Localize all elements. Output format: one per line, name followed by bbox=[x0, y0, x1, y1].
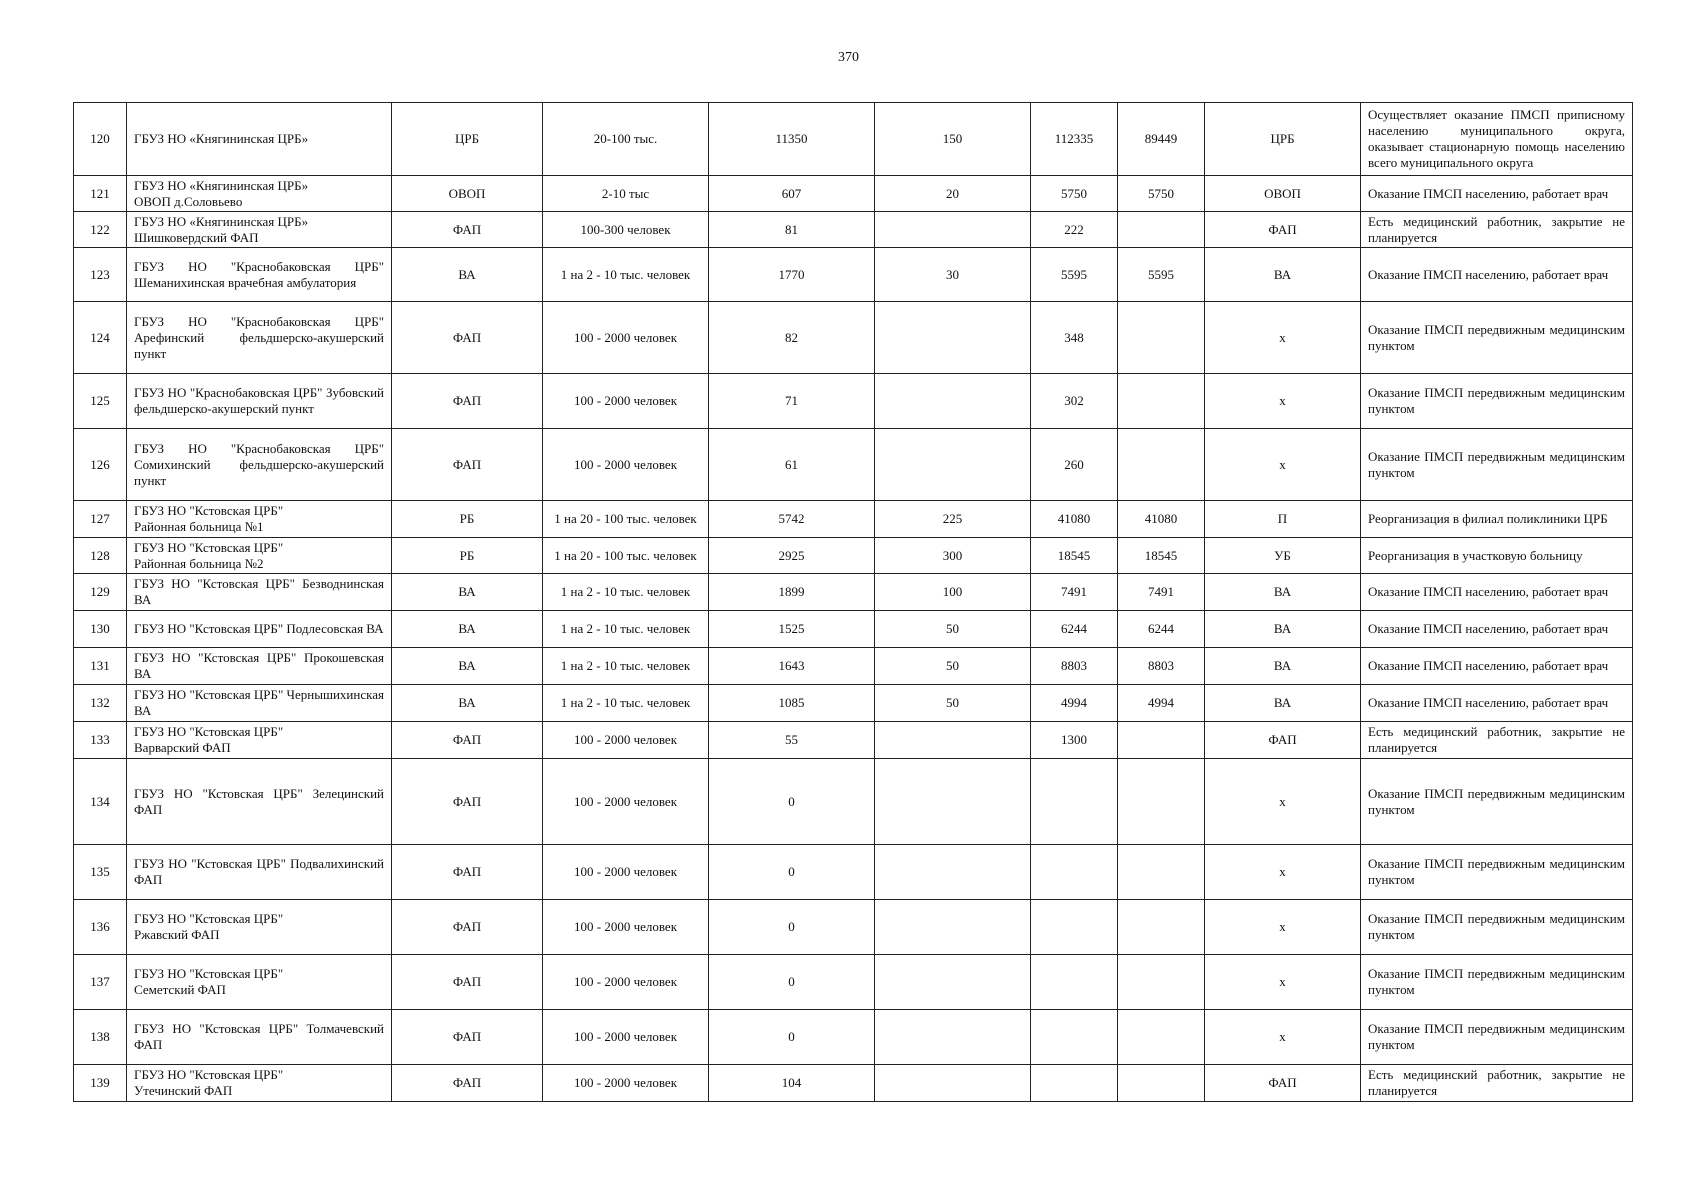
table-row bbox=[74, 212, 1633, 248]
facility-name-cell bbox=[127, 374, 392, 429]
value-1-cell: 260 bbox=[1031, 429, 1118, 501]
facility-name-line: ГБУЗ НО "Кстовская ЦРБ" bbox=[134, 911, 284, 926]
value-2-cell: 8803 bbox=[1118, 648, 1205, 685]
population-cell: 2925 bbox=[709, 538, 875, 574]
population-cell: 607 bbox=[709, 176, 875, 212]
facility-type-cell: ВА bbox=[392, 574, 543, 611]
population-cell: 81 bbox=[709, 212, 875, 248]
planned-type-cell: ЦРБ bbox=[1205, 103, 1361, 176]
table-body bbox=[74, 103, 1633, 1102]
facility-name-line: ГБУЗ НО "Краснобаковская ЦРБ" Шеманихинская врачебная амбулатория bbox=[134, 258, 384, 290]
note-cell: Оказание ПМСП передвижным медицинским пунктом bbox=[1361, 845, 1633, 900]
facility-name-line: ГБУЗ НО "Кстовская ЦРБ" Подлесовская ВА bbox=[134, 621, 384, 636]
note-cell: Реорганизация в участковую больницу bbox=[1361, 538, 1633, 574]
beds-cell bbox=[875, 759, 1031, 845]
facility-type-cell: ВА bbox=[392, 685, 543, 722]
planned-type-cell: х bbox=[1205, 955, 1361, 1010]
table-row bbox=[74, 845, 1633, 900]
row-number-cell: 125 bbox=[74, 374, 127, 429]
value-1-cell: 1300 bbox=[1031, 722, 1118, 759]
facility-name-cell bbox=[127, 248, 392, 302]
row-number-cell: 138 bbox=[74, 1010, 127, 1065]
facility-name-line: ГБУЗ НО "Кстовская ЦРБ" bbox=[134, 724, 284, 739]
facility-type-cell: РБ bbox=[392, 501, 543, 538]
facility-type-cell: ФАП bbox=[392, 722, 543, 759]
facility-name-line: Районная больница №1 bbox=[134, 519, 264, 534]
facility-type-cell: ВА bbox=[392, 248, 543, 302]
facility-type-cell: ФАП bbox=[392, 955, 543, 1010]
note-cell: Оказание ПМСП передвижным медицинским пунктом bbox=[1361, 759, 1633, 845]
population-range-cell: 20-100 тыс. bbox=[543, 103, 709, 176]
facility-type-cell: ОВОП bbox=[392, 176, 543, 212]
population-range-cell: 1 на 2 - 10 тыс. человек bbox=[543, 574, 709, 611]
population-cell: 104 bbox=[709, 1065, 875, 1102]
population-range-cell: 1 на 20 - 100 тыс. человек bbox=[543, 538, 709, 574]
value-1-cell: 5595 bbox=[1031, 248, 1118, 302]
table-row bbox=[74, 429, 1633, 501]
facility-name-cell bbox=[127, 1010, 392, 1065]
population-range-cell: 1 на 2 - 10 тыс. человек bbox=[543, 685, 709, 722]
beds-cell: 225 bbox=[875, 501, 1031, 538]
facility-name-line: ГБУЗ НО «Княгининская ЦРБ» bbox=[134, 213, 309, 229]
facility-name-cell bbox=[127, 685, 392, 722]
table-row bbox=[74, 955, 1633, 1010]
table-row bbox=[74, 611, 1633, 648]
row-number-cell: 124 bbox=[74, 302, 127, 374]
population-cell: 0 bbox=[709, 759, 875, 845]
population-range-cell: 100 - 2000 человек bbox=[543, 374, 709, 429]
population-range-cell: 100 - 2000 человек bbox=[543, 759, 709, 845]
value-1-cell bbox=[1031, 759, 1118, 845]
population-cell: 0 bbox=[709, 1010, 875, 1065]
value-2-cell: 4994 bbox=[1118, 685, 1205, 722]
value-1-cell: 18545 bbox=[1031, 538, 1118, 574]
note-cell: Оказание ПМСП населению, работает врач bbox=[1361, 248, 1633, 302]
planned-type-cell: П bbox=[1205, 501, 1361, 538]
row-number-cell: 133 bbox=[74, 722, 127, 759]
table-row bbox=[74, 685, 1633, 722]
facility-name-cell bbox=[127, 955, 392, 1010]
beds-cell bbox=[875, 302, 1031, 374]
planned-type-cell: ОВОП bbox=[1205, 176, 1361, 212]
facility-type-cell: ФАП bbox=[392, 212, 543, 248]
facility-name-line: Утечинский ФАП bbox=[134, 1083, 233, 1098]
population-cell: 0 bbox=[709, 845, 875, 900]
facility-name-cell bbox=[127, 538, 392, 574]
value-1-cell: 348 bbox=[1031, 302, 1118, 374]
planned-type-cell: ВА bbox=[1205, 648, 1361, 685]
value-2-cell bbox=[1118, 900, 1205, 955]
note-cell: Осуществляет оказание ПМСП приписному населению муниципального округа, оказывает стационарную помощь населению всего муниципального округа bbox=[1361, 103, 1633, 176]
facility-name-cell bbox=[127, 759, 392, 845]
facility-name-cell bbox=[127, 212, 392, 248]
value-2-cell: 89449 bbox=[1118, 103, 1205, 176]
value-2-cell: 41080 bbox=[1118, 501, 1205, 538]
value-1-cell: 41080 bbox=[1031, 501, 1118, 538]
note-cell: Оказание ПМСП передвижным медицинским пунктом bbox=[1361, 429, 1633, 501]
value-1-cell: 7491 bbox=[1031, 574, 1118, 611]
facilities-table bbox=[73, 102, 1633, 1102]
beds-cell bbox=[875, 900, 1031, 955]
value-1-cell: 8803 bbox=[1031, 648, 1118, 685]
row-number-cell: 134 bbox=[74, 759, 127, 845]
facility-name-line: ГБУЗ НО "Краснобаковская ЦРБ" Зубовский фельдшерско-акушерский пункт bbox=[134, 385, 384, 416]
note-cell: Есть медицинский работник, закрытие не планируется bbox=[1361, 722, 1633, 759]
table-row bbox=[74, 722, 1633, 759]
planned-type-cell: х bbox=[1205, 302, 1361, 374]
population-range-cell: 2-10 тыс bbox=[543, 176, 709, 212]
value-2-cell bbox=[1118, 845, 1205, 900]
facility-type-cell: ФАП bbox=[392, 374, 543, 429]
note-cell: Оказание ПМСП населению, работает врач bbox=[1361, 574, 1633, 611]
population-cell: 82 bbox=[709, 302, 875, 374]
population-range-cell: 100 - 2000 человек bbox=[543, 1010, 709, 1065]
facility-name-line: ГБУЗ НО "Кстовская ЦРБ" Чернышихинская ВА bbox=[134, 687, 384, 718]
beds-cell: 50 bbox=[875, 611, 1031, 648]
value-2-cell bbox=[1118, 302, 1205, 374]
planned-type-cell: х bbox=[1205, 374, 1361, 429]
facility-name-line: ГБУЗ НО «Княгининская ЦРБ» bbox=[134, 131, 309, 146]
facility-type-cell: ФАП bbox=[392, 302, 543, 374]
population-range-cell: 1 на 20 - 100 тыс. человек bbox=[543, 501, 709, 538]
note-cell: Есть медицинский работник, закрытие не планируется bbox=[1361, 1065, 1633, 1102]
planned-type-cell: х bbox=[1205, 429, 1361, 501]
population-range-cell: 100 - 2000 человек bbox=[543, 429, 709, 501]
facility-name-line: ГБУЗ НО "Кстовская ЦРБ" Безводнинская ВА bbox=[134, 576, 384, 607]
value-1-cell: 4994 bbox=[1031, 685, 1118, 722]
table-row bbox=[74, 302, 1633, 374]
facility-name-cell bbox=[127, 501, 392, 538]
beds-cell: 100 bbox=[875, 574, 1031, 611]
facility-name-cell bbox=[127, 429, 392, 501]
table-row bbox=[74, 176, 1633, 212]
value-2-cell bbox=[1118, 722, 1205, 759]
note-cell: Оказание ПМСП передвижным медицинским пунктом bbox=[1361, 374, 1633, 429]
note-cell: Есть медицинский работник, закрытие не планируется bbox=[1361, 212, 1633, 248]
facility-name-cell bbox=[127, 574, 392, 611]
beds-cell bbox=[875, 429, 1031, 501]
facility-type-cell: ФАП bbox=[392, 1010, 543, 1065]
facility-name-cell bbox=[127, 845, 392, 900]
population-cell: 5742 bbox=[709, 501, 875, 538]
planned-type-cell: УБ bbox=[1205, 538, 1361, 574]
facility-type-cell: ФАП bbox=[392, 1065, 543, 1102]
facility-name-cell bbox=[127, 611, 392, 648]
value-2-cell bbox=[1118, 374, 1205, 429]
value-2-cell bbox=[1118, 429, 1205, 501]
population-cell: 1085 bbox=[709, 685, 875, 722]
value-2-cell: 5595 bbox=[1118, 248, 1205, 302]
page-number: 370 bbox=[838, 50, 859, 65]
value-1-cell bbox=[1031, 845, 1118, 900]
facility-name-line: ГБУЗ НО «Княгининская ЦРБ» bbox=[134, 177, 309, 193]
population-cell: 61 bbox=[709, 429, 875, 501]
planned-type-cell: ВА bbox=[1205, 685, 1361, 722]
population-cell: 1770 bbox=[709, 248, 875, 302]
facility-name-line: ГБУЗ НО "Кстовская ЦРБ" bbox=[134, 1067, 284, 1082]
facility-name-cell bbox=[127, 900, 392, 955]
planned-type-cell: х bbox=[1205, 1010, 1361, 1065]
table-row bbox=[74, 374, 1633, 429]
row-number-cell: 131 bbox=[74, 648, 127, 685]
value-1-cell bbox=[1031, 1010, 1118, 1065]
note-cell: Оказание ПМСП передвижным медицинским пунктом bbox=[1361, 1010, 1633, 1065]
facility-name-line: ГБУЗ НО "Кстовская ЦРБ" bbox=[134, 503, 284, 518]
planned-type-cell: х bbox=[1205, 845, 1361, 900]
value-2-cell: 7491 bbox=[1118, 574, 1205, 611]
beds-cell: 150 bbox=[875, 103, 1031, 176]
table-row bbox=[74, 1010, 1633, 1065]
facility-name-cell bbox=[127, 302, 392, 374]
population-range-cell: 100 - 2000 человек bbox=[543, 302, 709, 374]
row-number-cell: 128 bbox=[74, 538, 127, 574]
beds-cell bbox=[875, 845, 1031, 900]
planned-type-cell: ВА bbox=[1205, 611, 1361, 648]
facility-name-cell bbox=[127, 648, 392, 685]
facility-type-cell: ФАП bbox=[392, 900, 543, 955]
beds-cell bbox=[875, 1010, 1031, 1065]
row-number-cell: 129 bbox=[74, 574, 127, 611]
table-row bbox=[74, 538, 1633, 574]
facility-name-line: ГБУЗ НО "Кстовская ЦРБ" bbox=[134, 966, 284, 981]
beds-cell: 50 bbox=[875, 685, 1031, 722]
facility-name-line: ГБУЗ НО "Кстовская ЦРБ" Толмачевский ФАП bbox=[134, 1021, 384, 1052]
table-row bbox=[74, 759, 1633, 845]
beds-cell: 300 bbox=[875, 538, 1031, 574]
planned-type-cell: х bbox=[1205, 900, 1361, 955]
facility-name-cell bbox=[127, 1065, 392, 1102]
row-number-cell: 120 bbox=[74, 103, 127, 176]
facility-name-cell bbox=[127, 722, 392, 759]
facility-type-cell: РБ bbox=[392, 538, 543, 574]
value-2-cell: 18545 bbox=[1118, 538, 1205, 574]
planned-type-cell: ФАП bbox=[1205, 1065, 1361, 1102]
population-range-cell: 100-300 человек bbox=[543, 212, 709, 248]
population-cell: 55 bbox=[709, 722, 875, 759]
planned-type-cell: ВА bbox=[1205, 574, 1361, 611]
facility-name-line: ГБУЗ НО "Кстовская ЦРБ" Подвалихинский ФАП bbox=[134, 856, 384, 887]
table-row bbox=[74, 1065, 1633, 1102]
value-1-cell: 222 bbox=[1031, 212, 1118, 248]
row-number-cell: 139 bbox=[74, 1065, 127, 1102]
value-1-cell: 112335 bbox=[1031, 103, 1118, 176]
note-cell: Реорганизация в филиал поликлиники ЦРБ bbox=[1361, 501, 1633, 538]
value-1-cell: 5750 bbox=[1031, 176, 1118, 212]
beds-cell bbox=[875, 955, 1031, 1010]
facility-name-line: Семетский ФАП bbox=[134, 982, 226, 997]
row-number-cell: 136 bbox=[74, 900, 127, 955]
population-range-cell: 1 на 2 - 10 тыс. человек bbox=[543, 611, 709, 648]
note-cell: Оказание ПМСП передвижным медицинским пунктом bbox=[1361, 302, 1633, 374]
value-2-cell bbox=[1118, 1065, 1205, 1102]
planned-type-cell: х bbox=[1205, 759, 1361, 845]
facility-type-cell: ВА bbox=[392, 611, 543, 648]
facility-name-cell bbox=[127, 176, 392, 212]
facility-name-line: ГБУЗ НО "Кстовская ЦРБ" Зелецинский ФАП bbox=[134, 785, 384, 817]
value-2-cell: 5750 bbox=[1118, 176, 1205, 212]
planned-type-cell: ФАП bbox=[1205, 212, 1361, 248]
facility-name-line: Районная больница №2 bbox=[134, 555, 264, 571]
population-cell: 0 bbox=[709, 900, 875, 955]
table-row bbox=[74, 648, 1633, 685]
value-1-cell bbox=[1031, 1065, 1118, 1102]
note-cell: Оказание ПМСП передвижным медицинским пунктом bbox=[1361, 900, 1633, 955]
table-row bbox=[74, 574, 1633, 611]
facility-type-cell: ФАП bbox=[392, 429, 543, 501]
facility-name-line: ГБУЗ НО "Краснобаковская ЦРБ" Сомихинский фельдшерско-акушерский пункт bbox=[134, 440, 384, 488]
row-number-cell: 126 bbox=[74, 429, 127, 501]
table-row bbox=[74, 248, 1633, 302]
beds-cell bbox=[875, 1065, 1031, 1102]
table-row bbox=[74, 900, 1633, 955]
beds-cell: 20 bbox=[875, 176, 1031, 212]
note-cell: Оказание ПМСП населению, работает врач bbox=[1361, 176, 1633, 212]
beds-cell bbox=[875, 212, 1031, 248]
population-cell: 1899 bbox=[709, 574, 875, 611]
planned-type-cell: ВА bbox=[1205, 248, 1361, 302]
row-number-cell: 121 bbox=[74, 176, 127, 212]
population-range-cell: 1 на 2 - 10 тыс. человек bbox=[543, 648, 709, 685]
facility-name-line: Ржавский ФАП bbox=[134, 927, 220, 942]
row-number-cell: 137 bbox=[74, 955, 127, 1010]
population-range-cell: 1 на 2 - 10 тыс. человек bbox=[543, 248, 709, 302]
population-range-cell: 100 - 2000 человек bbox=[543, 955, 709, 1010]
row-number-cell: 123 bbox=[74, 248, 127, 302]
population-cell: 11350 bbox=[709, 103, 875, 176]
facility-name-line: Шишковердский ФАП bbox=[134, 229, 259, 245]
value-1-cell bbox=[1031, 955, 1118, 1010]
facility-name-cell bbox=[127, 103, 392, 176]
beds-cell: 30 bbox=[875, 248, 1031, 302]
row-number-cell: 135 bbox=[74, 845, 127, 900]
population-range-cell: 100 - 2000 человек bbox=[543, 722, 709, 759]
facility-name-line: ГБУЗ НО "Краснобаковская ЦРБ" Арефинский фельдшерско-акушерский пункт bbox=[134, 313, 384, 361]
note-cell: Оказание ПМСП населению, работает врач bbox=[1361, 685, 1633, 722]
beds-cell: 50 bbox=[875, 648, 1031, 685]
note-cell: Оказание ПМСП населению, работает врач bbox=[1361, 611, 1633, 648]
beds-cell bbox=[875, 722, 1031, 759]
row-number-cell: 132 bbox=[74, 685, 127, 722]
population-cell: 1643 bbox=[709, 648, 875, 685]
note-cell: Оказание ПМСП передвижным медицинским пунктом bbox=[1361, 955, 1633, 1010]
facility-name-line: Варварский ФАП bbox=[134, 740, 231, 755]
value-1-cell bbox=[1031, 900, 1118, 955]
population-cell: 1525 bbox=[709, 611, 875, 648]
population-cell: 71 bbox=[709, 374, 875, 429]
row-number-cell: 122 bbox=[74, 212, 127, 248]
row-number-cell: 127 bbox=[74, 501, 127, 538]
beds-cell bbox=[875, 374, 1031, 429]
planned-type-cell: ФАП bbox=[1205, 722, 1361, 759]
facility-type-cell: ВА bbox=[392, 648, 543, 685]
facility-type-cell: ФАП bbox=[392, 845, 543, 900]
value-2-cell bbox=[1118, 1010, 1205, 1065]
table-row bbox=[74, 501, 1633, 538]
value-1-cell: 6244 bbox=[1031, 611, 1118, 648]
value-2-cell bbox=[1118, 759, 1205, 845]
population-range-cell: 100 - 2000 человек bbox=[543, 845, 709, 900]
value-1-cell: 302 bbox=[1031, 374, 1118, 429]
row-number-cell: 130 bbox=[74, 611, 127, 648]
value-2-cell: 6244 bbox=[1118, 611, 1205, 648]
facility-name-line: ОВОП д.Соловьево bbox=[134, 193, 243, 209]
facility-type-cell: ФАП bbox=[392, 759, 543, 845]
value-2-cell bbox=[1118, 212, 1205, 248]
facility-name-line: ГБУЗ НО "Кстовская ЦРБ" Прокошевская ВА bbox=[134, 650, 384, 681]
value-2-cell bbox=[1118, 955, 1205, 1010]
facility-type-cell: ЦРБ bbox=[392, 103, 543, 176]
population-cell: 0 bbox=[709, 955, 875, 1010]
facility-name-line: ГБУЗ НО "Кстовская ЦРБ" bbox=[134, 539, 284, 555]
population-range-cell: 100 - 2000 человек bbox=[543, 900, 709, 955]
table-row bbox=[74, 103, 1633, 176]
population-range-cell: 100 - 2000 человек bbox=[543, 1065, 709, 1102]
note-cell: Оказание ПМСП населению, работает врач bbox=[1361, 648, 1633, 685]
